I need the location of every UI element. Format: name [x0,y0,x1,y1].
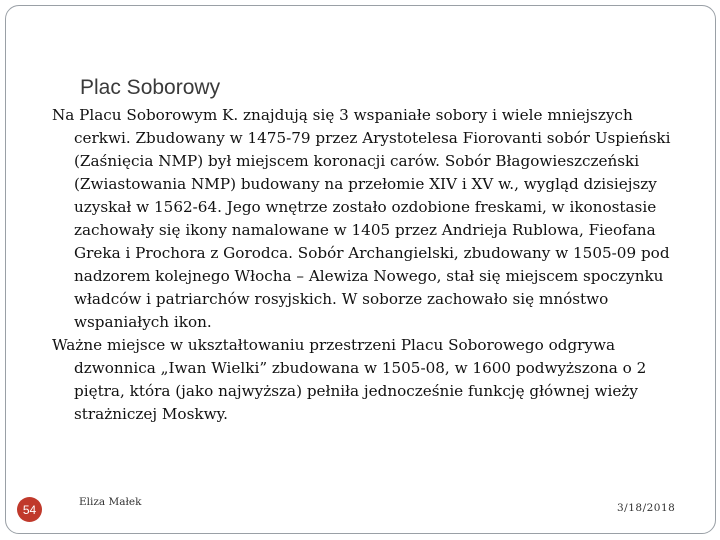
paragraph-soborowy-cathedrals: Na Placu Soborowym K. znajdują się 3 wspaniałe sobory i wiele mniejszych cerkwi. Zbudowany w 1475-79 przez Arystotelesa Fiorovanti sobór Uspieński (Zaśnięcia NMP) był miejscem koronacji carów. Sobór Błagowieszczeński (Zwiastowania NMP) budowany na przełomie XIV i XV w., wygląd dzisiejszy uzyskał w 1562-64. Jego wnętrze zostało ozdobione freskami, w ikonostasie zachowały się ikony namalowane w 1405 przez Andrieja Rublowa, Fieofana Greka i Prochora z Gorodca. Sobór Archangielski, zbudowany w 1505-09 pod nadzorem kolejnego Włocha – Alewiza Nowego, stał się miejscem spoczynku władców i patriarchów rosyjskich. W soborze zachowało się mnóstwo wspaniałych ikon. [52,106,671,331]
footer-date: 3/18/2018 [617,502,676,514]
slide-body [52,104,682,426]
footer-author: Eliza Małek [79,496,142,508]
slide-title: Plac Soborowy [80,76,221,99]
page-number-badge: 54 [17,497,42,522]
paragraph-bell-tower: Ważne miejsce w ukształtowaniu przestrzeni Placu Soborowego odgrywa dzwonnica „Iwan Wielki” zbudowana w 1505-08, w 1600 podwyższona o 2 piętra, która (jako najwyższa) pełniła jednocześnie funkcję głównej wieży strażniczej Moskwy. [52,336,647,423]
